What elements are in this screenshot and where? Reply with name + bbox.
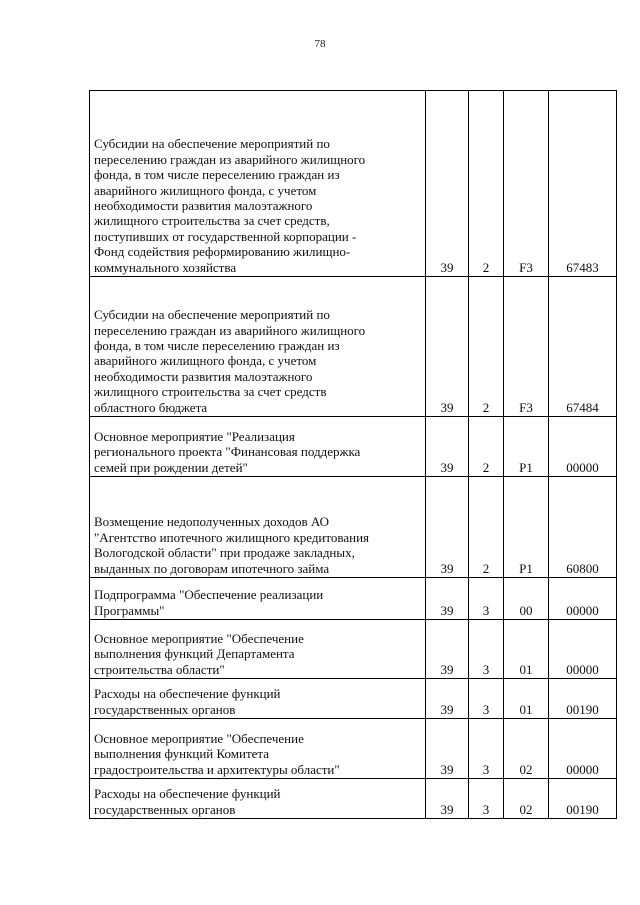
- code-cell-1: 39: [426, 679, 469, 719]
- code-cell-1: 39: [426, 620, 469, 679]
- expense-name-cell: Основное мероприятие "Обеспечение выполнения функций Комитета градостроительства и архитектуры области": [90, 719, 426, 779]
- expense-name-cell: Субсидии на обеспечение мероприятий по переселению граждан из аварийного жилищного фонда, в том числе переселению граждан из аварийного жилищного фонда, с учетом необходимости развития малоэтажного жилищного строительства за счет средств областного бюджета: [90, 277, 426, 417]
- page-number: 78: [314, 38, 326, 50]
- expense-name-cell: Основное мероприятие "Реализация регионального проекта "Финансовая поддержка семей при рождении детей": [90, 417, 426, 477]
- code-cell-1: 39: [426, 578, 469, 620]
- table-row: [90, 679, 617, 719]
- code-cell-1: 39: [426, 91, 469, 277]
- code-cell-4: 67483: [549, 91, 617, 277]
- expense-name-cell: Возмещение недополученных доходов АО "Агентство ипотечного жилищного кредитования Вологодской области" при продаже закладных, выданных по договорам ипотечного займа: [90, 477, 426, 578]
- code-cell-2: 2: [469, 477, 504, 578]
- code-cell-4: 00000: [549, 578, 617, 620]
- code-cell-4: 00190: [549, 679, 617, 719]
- table-row: [90, 719, 617, 779]
- code-cell-2: 3: [469, 719, 504, 779]
- table-row: [90, 779, 617, 819]
- expense-name-cell: Расходы на обеспечение функций государственных органов: [90, 679, 426, 719]
- code-cell-3: 01: [504, 620, 549, 679]
- code-cell-3: P1: [504, 477, 549, 578]
- table-row: [90, 277, 617, 417]
- table-row: [90, 417, 617, 477]
- code-cell-3: 01: [504, 679, 549, 719]
- code-cell-4: 00000: [549, 417, 617, 477]
- code-cell-2: 2: [469, 417, 504, 477]
- table-row: [90, 477, 617, 578]
- expense-name-cell: Расходы на обеспечение функций государственных органов: [90, 779, 426, 819]
- code-cell-4: 00190: [549, 779, 617, 819]
- code-cell-1: 39: [426, 417, 469, 477]
- code-cell-3: 02: [504, 779, 549, 819]
- expense-name-cell: Подпрограмма "Обеспечение реализации Программы": [90, 578, 426, 620]
- code-cell-1: 39: [426, 477, 469, 578]
- code-cell-1: 39: [426, 719, 469, 779]
- code-cell-3: 00: [504, 578, 549, 620]
- code-cell-3: F3: [504, 91, 549, 277]
- code-cell-4: 00000: [549, 719, 617, 779]
- code-cell-3: P1: [504, 417, 549, 477]
- code-cell-2: 3: [469, 779, 504, 819]
- expense-name-cell: Субсидии на обеспечение мероприятий по переселению граждан из аварийного жилищного фонда, в том числе переселению граждан из аварийного жилищного фонда, с учетом необходимости развития малоэтажного жилищного строительства за счет средств, поступивших от государственной корпорации - Фонд содействия реформированию жилищно- коммунального хозяйства: [90, 91, 426, 277]
- code-cell-2: 2: [469, 91, 504, 277]
- code-cell-3: 02: [504, 719, 549, 779]
- code-cell-1: 39: [426, 779, 469, 819]
- code-cell-2: 3: [469, 620, 504, 679]
- code-cell-2: 2: [469, 277, 504, 417]
- expense-name-cell: Основное мероприятие "Обеспечение выполнения функций Департамента строительства области": [90, 620, 426, 679]
- code-cell-2: 3: [469, 679, 504, 719]
- code-cell-1: 39: [426, 277, 469, 417]
- code-cell-2: 3: [469, 578, 504, 620]
- budget-table: [89, 90, 617, 819]
- table-row: [90, 91, 617, 277]
- table-row: [90, 578, 617, 620]
- table-row: [90, 620, 617, 679]
- code-cell-4: 67484: [549, 277, 617, 417]
- code-cell-3: F3: [504, 277, 549, 417]
- code-cell-4: 00000: [549, 620, 617, 679]
- code-cell-4: 60800: [549, 477, 617, 578]
